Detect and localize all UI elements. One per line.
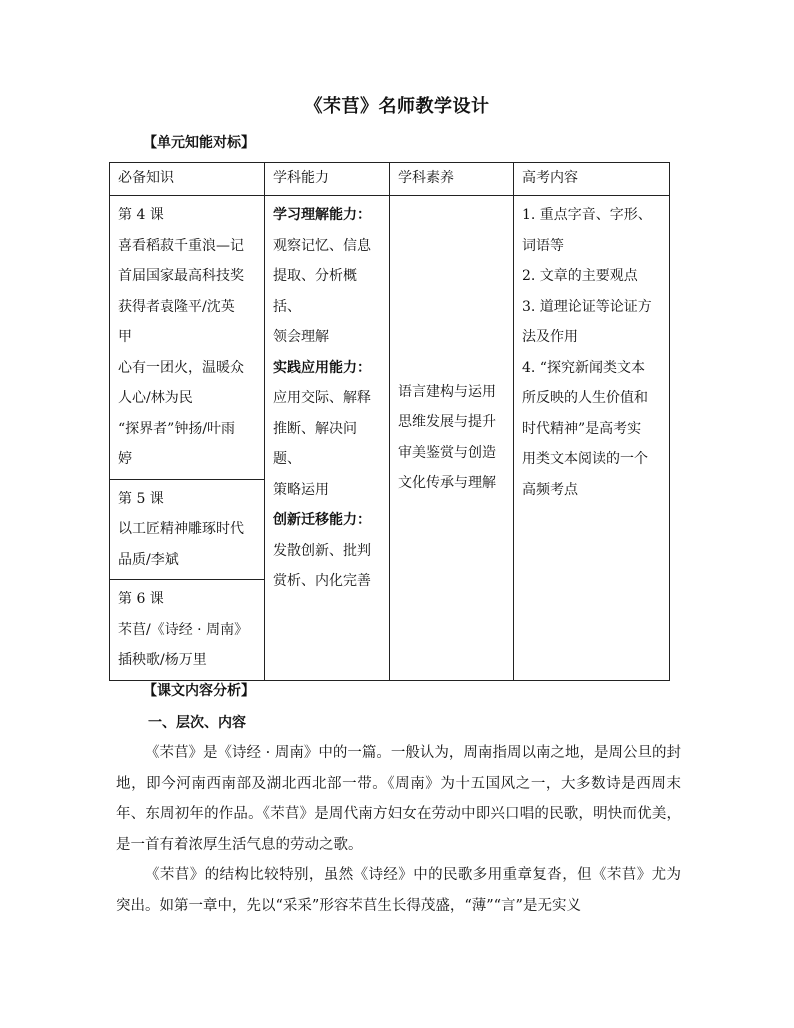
header-exam: 高考内容: [514, 163, 670, 196]
ability-line: 领会理解: [273, 329, 329, 345]
exam-line: 1. 重点字音、字形、: [522, 207, 652, 223]
lesson-4-line: 获得者袁隆平/沈英: [118, 298, 235, 315]
paragraph: [116, 738, 681, 860]
table-row: [110, 196, 670, 480]
section-heading-analysis: 【课文内容分析】: [143, 683, 255, 699]
lesson-6-line: 插秧歌/杨万里: [118, 652, 207, 668]
lesson-4-cell: [110, 196, 265, 480]
literacy-line: 审美鉴赏与创造: [398, 444, 496, 461]
table-header-row: [110, 163, 670, 196]
exam-line: 高频考点: [522, 481, 578, 498]
lesson-5-line: 品质/李斌: [118, 551, 179, 568]
ability-cell: [265, 196, 390, 681]
lesson-6-line: 芣苢/《诗经 · 周南》: [118, 621, 249, 638]
literacy-line: 语言建构与运用: [398, 383, 496, 400]
ability-line: 赏析、内化完善: [273, 573, 371, 589]
exam-line: 2. 文章的主要观点: [522, 268, 638, 284]
exam-line: 3. 道理论证等论证方: [522, 298, 652, 315]
literacy-cell: [390, 196, 514, 681]
unit-table: [109, 162, 670, 681]
literacy-line: 文化传承与理解: [398, 475, 496, 492]
ability-line: 推断、解决问题、: [273, 420, 357, 467]
lesson-4-line: 首届国家最高科技奖: [118, 268, 244, 284]
ability-line: 观察记忆、信息: [273, 237, 371, 254]
ability-line: 发散创新、批判: [273, 542, 371, 559]
lesson-4-line: 心有一团火，温暖众: [118, 359, 244, 376]
lesson-4-line: 甲: [118, 329, 132, 345]
ability-line: 应用交际、解释: [273, 390, 371, 406]
lesson-6-line: 第 6 课: [118, 591, 164, 607]
exam-cell: [514, 196, 670, 681]
exam-line: 用类文本阅读的一个: [522, 451, 648, 467]
paragraph-text: 《芣苢》是《诗经 · 周南》中的一篇。一般认为，周南指周以南之地，是周公旦的封地，即今河南西南部及湖北西北部一带。《周南》为十五国风之一，大多数诗是西周末年、东周初年的作品。《芣苢》是周代南方妇女在劳动中即兴口唱的民歌，明快而优美，是一首有着浓厚生活气息的劳动之歌。: [116, 745, 681, 853]
paragraph-text: 《芣苢》的结构比较特别，虽然《诗经》中的民歌多用重章复沓，但《芣苢》尤为突出。如第一章中，先以“采采”形容芣苢生长得茂盛，“薄”“言”是无实义: [116, 867, 681, 914]
header-knowledge: 必备知识: [110, 163, 265, 196]
ability-line: 策略运用: [273, 481, 329, 498]
ability-line: 提取、分析概括、: [273, 268, 357, 315]
exam-line: 法及作用: [522, 329, 578, 345]
exam-line: 时代精神”是高考实: [522, 420, 642, 437]
literacy-line: 思维发展与提升: [398, 414, 496, 431]
ability-heading: 学习理解能力：: [273, 207, 371, 223]
header-ability: 学科能力: [265, 163, 390, 196]
paragraph: [116, 860, 681, 921]
lesson-4-line: 婷: [118, 451, 132, 467]
lesson-5-line: 以工匠精神雕琢时代: [118, 521, 244, 537]
ability-heading: 创新迁移能力：: [273, 512, 371, 528]
page-title: 《芣苢》名师教学设计: [304, 96, 490, 117]
exam-line: 4. “探究新闻类文本: [522, 359, 645, 376]
header-literacy: 学科素养: [390, 163, 514, 196]
lesson-6-cell: [110, 580, 265, 681]
section-heading-unit: 【单元知能对标】: [143, 135, 255, 151]
lesson-5-line: 第 5 课: [118, 490, 164, 507]
lesson-4-line: 喜看稻菽千重浪—记: [118, 237, 244, 254]
exam-line: 所反映的人生价值和: [522, 390, 648, 406]
lesson-4-line: 第 4 课: [118, 207, 164, 223]
lesson-5-cell: [110, 479, 265, 580]
ability-heading: 实践应用能力：: [273, 359, 371, 376]
subheading: 一、层次、内容: [148, 715, 246, 731]
exam-line: 词语等: [522, 237, 564, 254]
lesson-4-line: 人心/林为民: [118, 390, 193, 406]
lesson-4-line: “探界者”钟扬/叶雨: [118, 420, 236, 437]
